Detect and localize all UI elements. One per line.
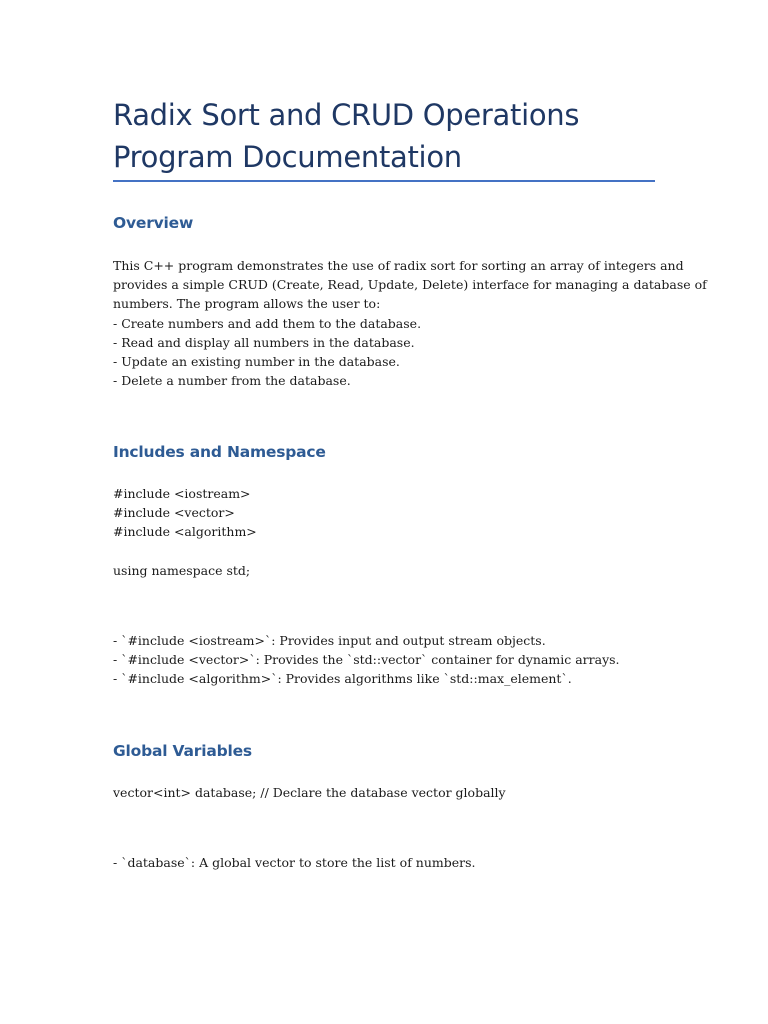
globals-heading: Global Variables [113,742,252,760]
overview-paragraph [113,256,707,390]
overview-line: - Update an existing number in the database. [113,354,400,370]
overview-line: - Create numbers and add them to the database. [113,315,422,331]
overview-line: - Read and display all numbers in the database. [113,334,415,350]
overview-line: numbers. The program allows the user to: [113,296,381,312]
includes-code-block [113,484,658,580]
overview-line: provides a simple CRUD (Create, Read, Update, Delete) interface for managing a database of [113,277,707,293]
globals-code-block [113,783,658,802]
globals-notes [113,853,658,872]
code-blank-line [113,542,658,561]
code-line: #include <vector> [113,505,235,521]
title-underline [113,180,655,182]
code-line: #include <iostream> [113,486,251,501]
overview-heading: Overview [113,214,194,232]
includes-heading: Includes and Namespace [113,443,326,461]
code-line: using namespace std; [113,562,251,578]
includes-note: - `#include <iostream>`: Provides input and output stream objects. [113,633,546,648]
includes-notes [113,631,658,689]
title-line-1: Radix Sort and CRUD Operations [113,98,580,132]
overview-line: - Delete a number from the database. [113,373,351,389]
includes-note: - `#include <vector>`: Provides the `std::vector` container for dynamic arrays. [113,652,620,668]
code-line: vector<int> database; // Declare the database vector globally [113,785,506,800]
overview-line: This C++ program demonstrates the use of radix sort for sorting an array of integers and [113,258,684,273]
document-title [113,94,658,178]
includes-note: - `#include <algorithm>`: Provides algorithms like `std::max_element`. [113,671,572,687]
globals-note: - `database`: A global vector to store the list of numbers. [113,855,476,870]
code-line: #include <algorithm> [113,524,257,540]
title-line-2: Program Documentation [113,140,462,174]
